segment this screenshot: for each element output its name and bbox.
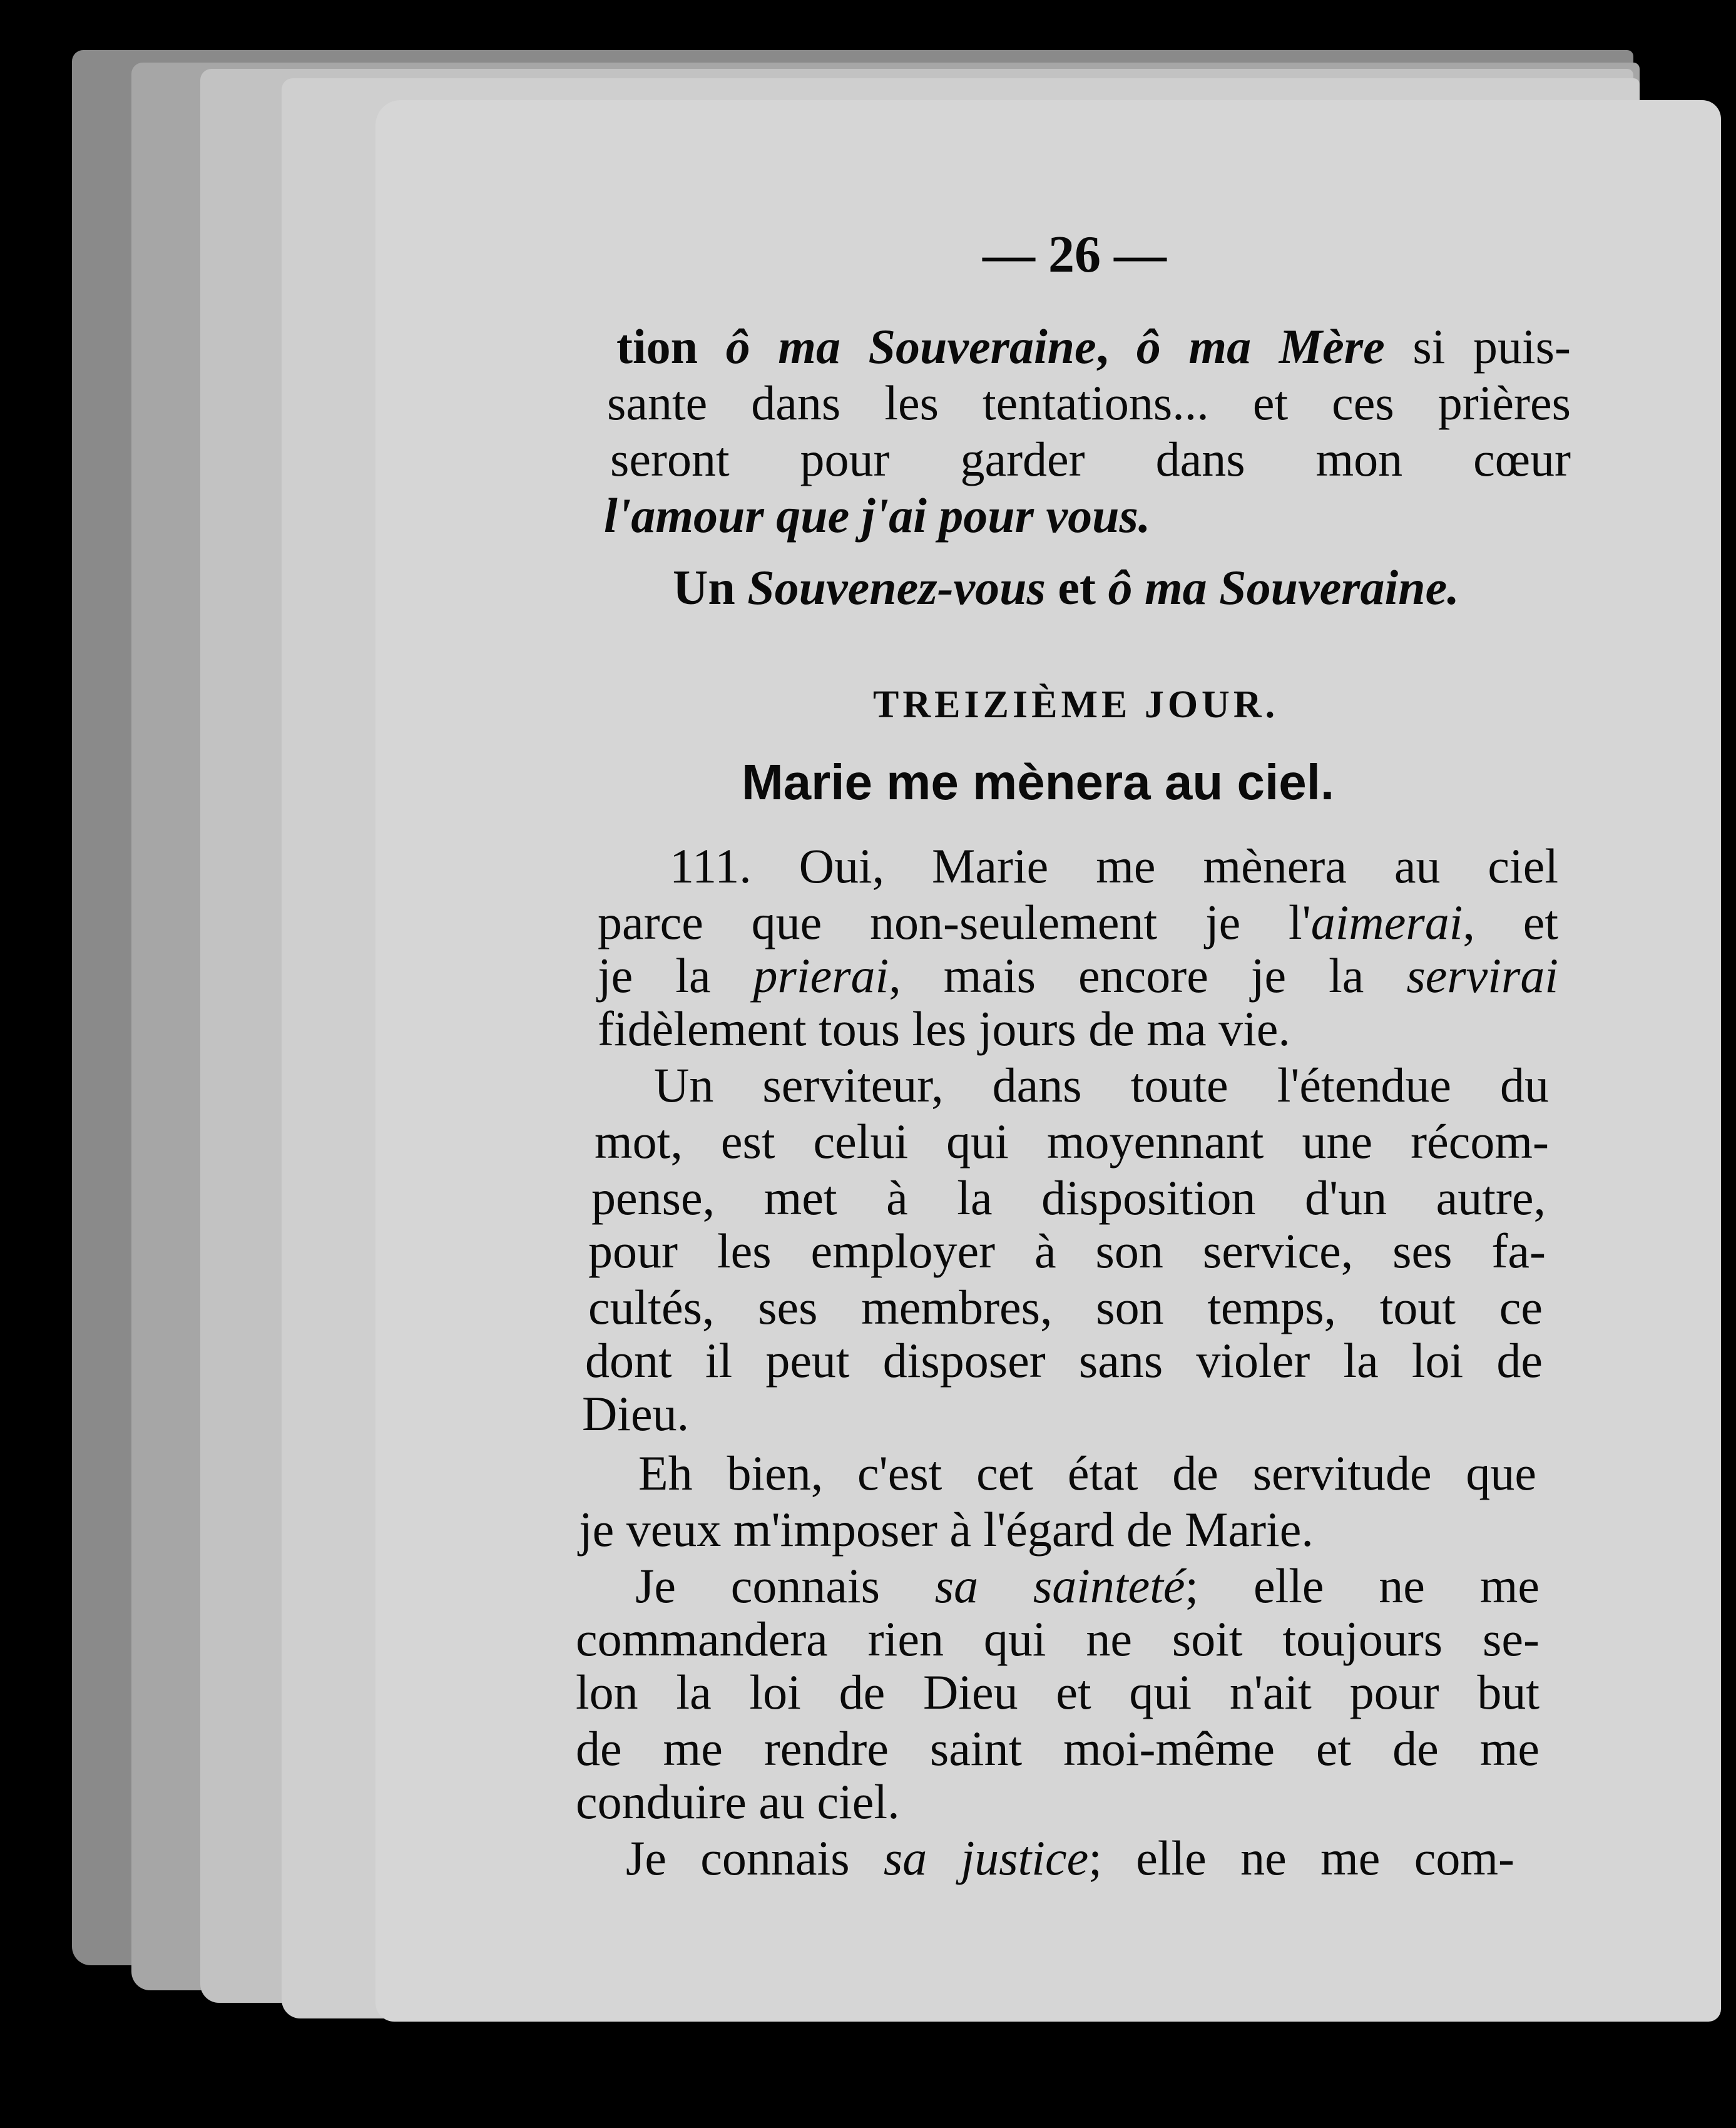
body-text-line-15 (576, 1612, 1539, 1666)
top-text-line-4-segment-1: l'amour que j'ai pour vous. (604, 488, 1151, 543)
body-text-line-19-segment-2: sa justice (883, 1831, 1089, 1885)
book-page (375, 100, 1721, 2022)
body-text-line-16-segment-1: lon la loi de Dieu et qui n'ait pour but (576, 1665, 1539, 1719)
body-text-line-5-segment-1: Un serviteur, dans toute l'étendue du (654, 1058, 1549, 1112)
body-text-line-3-segment-3: , mais encore je la (889, 948, 1407, 1003)
top-text-line-1-segment-3: , (1096, 319, 1136, 374)
body-text-line-2 (598, 895, 1558, 949)
section-subheading: Marie me mènera au ciel. (742, 754, 1335, 810)
body-text-line-14-segment-2: sa sainteté (934, 1558, 1185, 1613)
top-text-line-5 (673, 560, 1568, 615)
body-text-line-18-segment-1: conduire au ciel. (576, 1774, 900, 1829)
body-text-line-8-segment-1: pour les employer à son service, ses fa- (588, 1224, 1546, 1278)
body-text-line-4 (598, 1001, 1339, 1056)
body-text-line-19-segment-1: Je connais (626, 1831, 884, 1885)
top-text-line-5-segment-2: Souvenez-vous (747, 560, 1046, 615)
body-text-line-13 (579, 1502, 1405, 1557)
body-text-line-2-segment-1: parce que non-seulement je l' (598, 895, 1311, 949)
body-text-line-3-segment-4: servirai (1406, 948, 1558, 1003)
page-number: — 26 — (983, 225, 1167, 284)
top-text-line-5-segment-1: Un (673, 560, 748, 615)
top-text-line-2-segment-1: sante dans les tentations... et ces prières (607, 376, 1571, 430)
body-text-line-6-segment-1: mot, est celui qui moyennant une récom- (595, 1114, 1549, 1169)
body-text-line-19 (626, 1831, 1514, 1885)
body-text-line-9-segment-1: cultés, ses membres, son temps, tout ce (588, 1280, 1543, 1334)
body-text-line-14 (635, 1558, 1539, 1613)
top-text-line-3-segment-1: seront pour garder dans mon cœur (610, 432, 1571, 486)
body-text-line-1-segment-1: 111. Oui, Marie me mènera au ciel (670, 839, 1558, 893)
body-text-line-12 (638, 1446, 1536, 1500)
body-text-line-19-segment-3: ; elle ne me com- (1088, 1831, 1514, 1885)
top-text-line-5-segment-3: et (1045, 560, 1108, 615)
body-text-line-3 (598, 948, 1558, 1003)
body-text-line-3-segment-2: prierai (753, 948, 889, 1003)
top-text-line-1-segment-1: tion (616, 319, 726, 374)
body-text-line-10-segment-1: dont il peut disposer sans violer la loi de (585, 1333, 1543, 1388)
section-heading: TREIZIÈME JOUR. (873, 683, 1279, 726)
body-text-line-7-segment-1: pense, met à la disposition d'un autre, (591, 1170, 1546, 1225)
top-text-line-1-segment-2: ô ma Souveraine (725, 319, 1096, 374)
top-text-line-1-segment-4: ô ma Mère (1136, 319, 1385, 374)
body-text-line-7 (591, 1170, 1546, 1225)
body-text-line-14-segment-1: Je connais (635, 1558, 935, 1613)
body-text-line-14-segment-3: ; elle ne me (1185, 1558, 1539, 1613)
body-text-line-3-segment-1: je la (598, 948, 753, 1003)
body-text-line-10 (585, 1333, 1543, 1388)
body-text-line-11-segment-1: Dieu. (582, 1386, 690, 1441)
top-text-line-1 (616, 319, 1571, 374)
top-text-line-4 (604, 488, 1167, 543)
body-text-line-5 (654, 1058, 1549, 1112)
body-text-line-15-segment-1: commandera rien qui ne soit toujours se- (576, 1612, 1539, 1666)
body-text-line-17 (576, 1721, 1539, 1776)
top-text-line-3 (610, 432, 1571, 486)
body-text-line-16 (576, 1665, 1539, 1719)
body-text-line-1 (670, 839, 1558, 893)
body-text-line-2-segment-2: aimerai (1310, 895, 1463, 949)
body-text-line-8 (588, 1224, 1546, 1278)
top-text-line-2 (607, 376, 1571, 430)
body-text-line-18 (576, 1774, 1014, 1829)
top-text-line-5-segment-4: ô ma Souveraine. (1108, 560, 1459, 615)
body-text-line-13-segment-1: je veux m'imposer à l'égard de Marie. (579, 1502, 1314, 1557)
body-text-line-12-segment-1: Eh bien, c'est cet état de servitude que (638, 1446, 1536, 1500)
body-text-line-11 (582, 1386, 770, 1441)
body-text-line-17-segment-1: de me rendre saint moi-même et de me (576, 1721, 1539, 1776)
body-text-line-4-segment-1: fidèlement tous les jours de ma vie. (598, 1001, 1290, 1056)
body-text-line-6 (595, 1114, 1549, 1169)
body-text-line-2-segment-3: , et (1463, 895, 1558, 949)
top-text-line-1-segment-5: si puis- (1384, 319, 1571, 374)
body-text-line-9 (588, 1280, 1543, 1334)
